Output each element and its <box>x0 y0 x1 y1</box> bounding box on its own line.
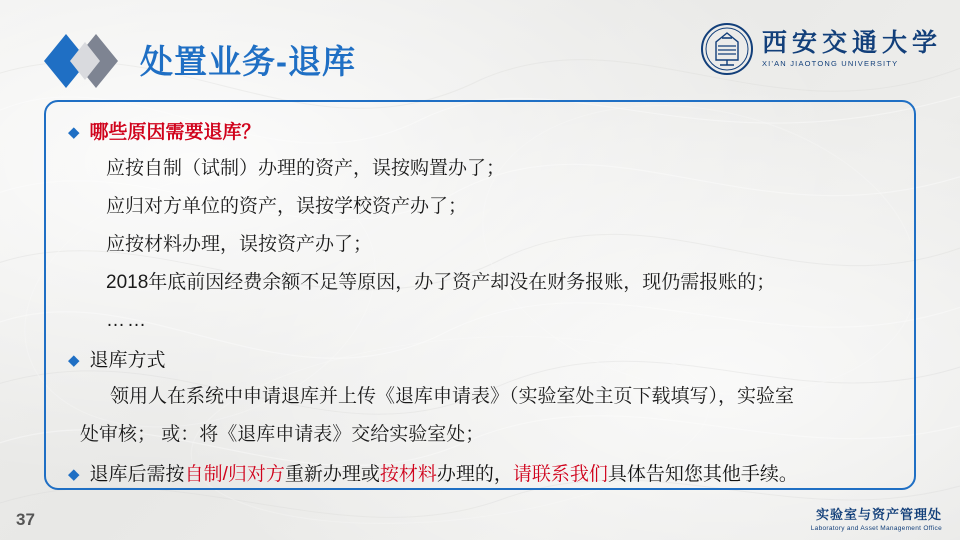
footer-org <box>811 504 942 532</box>
list-item: 应按材料办理，误按资产办了； <box>106 234 373 255</box>
diamond-bullet-icon: ◆ <box>68 124 80 141</box>
emblem-name-cn: 西安交通大学 <box>761 29 942 57</box>
section2-paragraph-line1 <box>68 378 892 416</box>
content-box <box>44 100 916 490</box>
section1-heading: 哪些原因需要退库？ <box>89 122 261 143</box>
section3-highlight3: 请联系我们 <box>512 464 608 485</box>
section2-heading: 退库方式 <box>89 350 166 371</box>
emblem-text <box>762 30 942 69</box>
emblem-name-en: XI'AN JIAOTONG UNIVERSITY <box>761 59 899 69</box>
page-title: 处置业务-退库 <box>140 43 356 80</box>
section1-heading-row <box>68 118 892 148</box>
section3-part2: 重新办理或 <box>284 464 380 485</box>
diamond-logo-icon <box>44 30 118 92</box>
list-item: 应归对方单位的资产，误按学校资产办了； <box>106 196 468 217</box>
university-seal-icon <box>700 22 754 76</box>
section3-text <box>90 460 798 490</box>
diamond-bullet-icon: ◆ <box>68 352 80 369</box>
footer-org-cn: 实验室与资产管理处 <box>815 507 942 522</box>
university-emblem <box>700 22 942 76</box>
section2-heading-row <box>68 346 892 376</box>
section3-highlight2: 按材料 <box>379 464 437 485</box>
section2-paragraph-line1-text: 领用人在系统中申请退库并上传《退库申请表》（实验室处主页下载填写），实验室 <box>110 386 795 407</box>
section2-paragraph-line2: 处审核； 或：将《退库申请表》交给实验室处； <box>80 424 485 445</box>
section3-part3: 办理的， <box>436 464 513 485</box>
page-number: 37 <box>16 510 35 529</box>
section3-row <box>68 460 892 490</box>
footer-org-en: Laboratory and Asset Management Office <box>810 525 942 532</box>
diamond-bullet-icon: ◆ <box>68 466 80 483</box>
list-item: 应按自制（试制）办理的资产，误按购置办了； <box>106 158 506 179</box>
section3-part1: 退库后需按 <box>89 464 185 485</box>
list-item: …… <box>106 310 148 331</box>
section3-highlight1: 自制/归对方 <box>184 464 285 485</box>
list-item: 2018年底前因经费余额不足等原因，办了资产却没在财务报账，现仍需报账的； <box>106 272 776 293</box>
section3-part4: 具体告知您其他手续。 <box>607 464 798 485</box>
